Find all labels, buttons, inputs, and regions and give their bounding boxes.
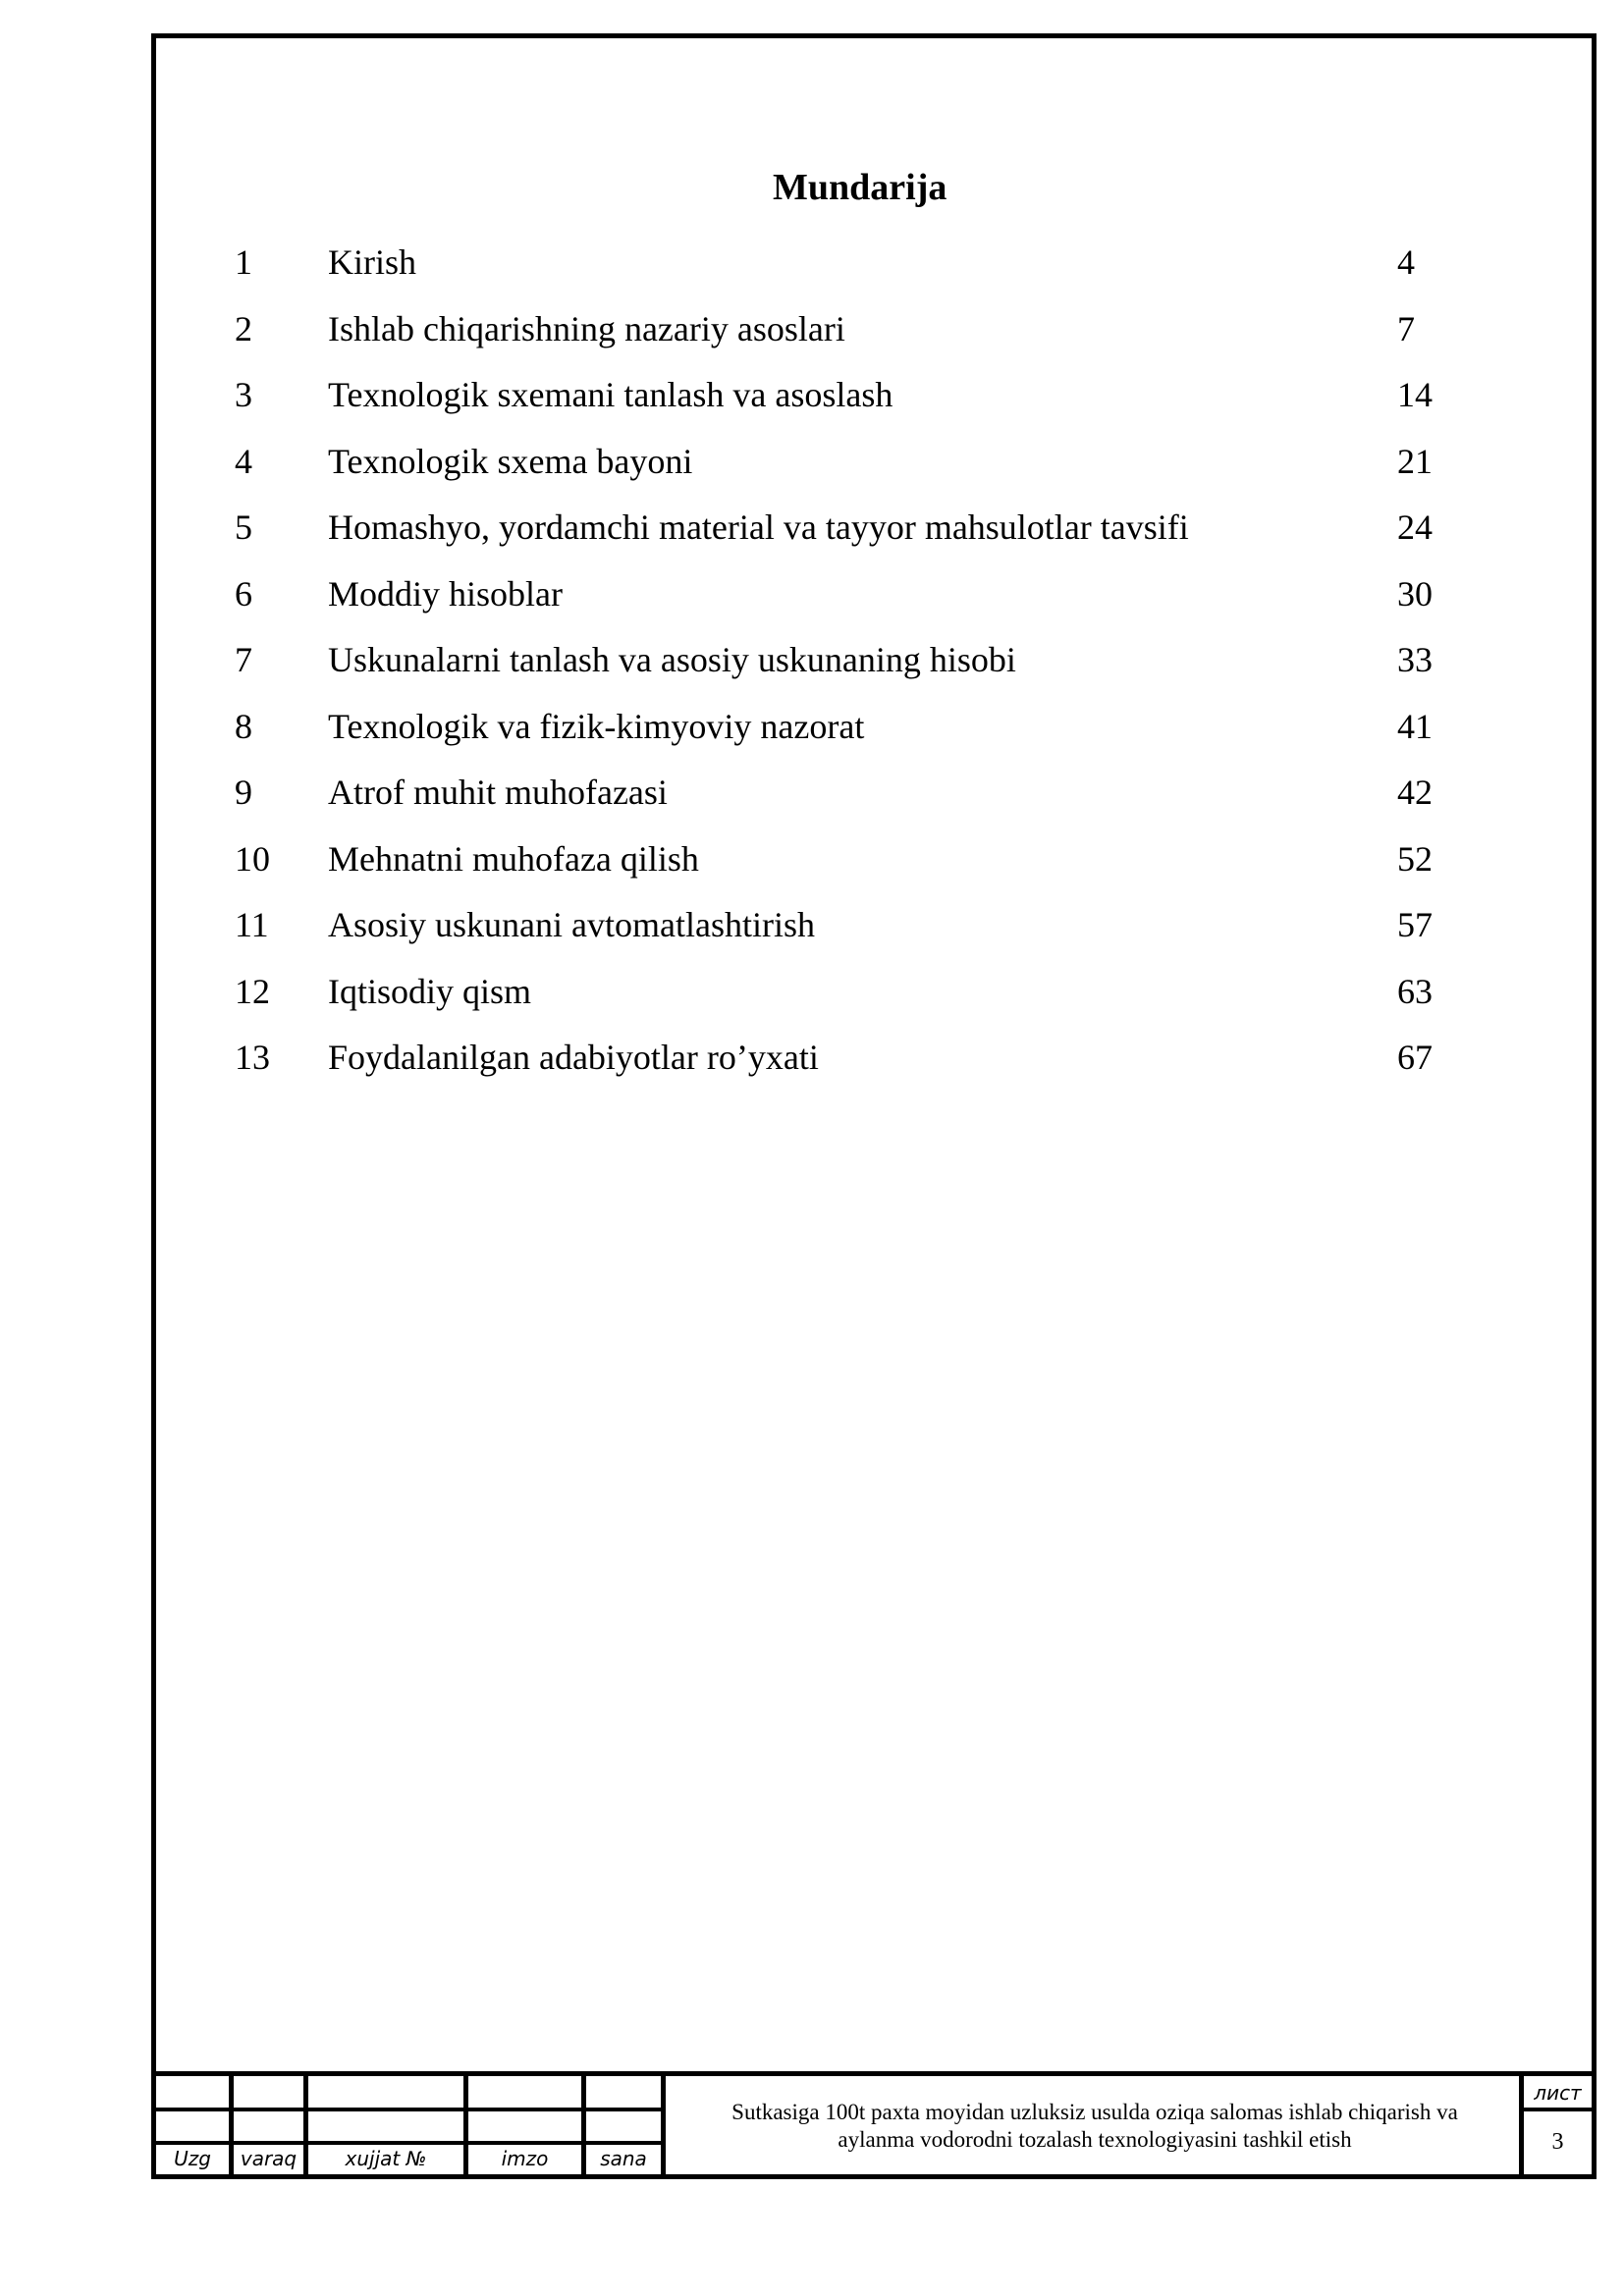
- toc-entry-label: Iqtisodiy qism: [328, 971, 532, 1011]
- toc-entry-page: 67: [1397, 1038, 1433, 1077]
- toc-entry-number: 6: [235, 573, 252, 614]
- toc-title: Mundarija: [773, 167, 947, 208]
- toc-entry-number: 3: [235, 375, 252, 414]
- toc-entry-label: Asosiy uskunani avtomatlashtirish: [328, 905, 815, 944]
- toc-entry-page: 33: [1397, 640, 1433, 679]
- toc-entry-number: 8: [235, 706, 252, 746]
- toc-entry: [235, 627, 1511, 694]
- revision-grid: [156, 2076, 666, 2175]
- sheet-number: 3: [1551, 2129, 1564, 2155]
- toc-entry-number: 2: [235, 308, 252, 348]
- toc-entry-label: Foydalanilgan adabiyotlar ro’yxati: [328, 1038, 819, 1077]
- table-of-contents: [235, 230, 1511, 1092]
- toc-entry-label: Texnologik sxema bayoni: [328, 441, 693, 481]
- toc-entry-page: 7: [1397, 308, 1415, 348]
- title-block-stamp: [156, 2071, 1592, 2175]
- stamp-header-xujjat: xujjat №: [345, 2147, 427, 2170]
- toc-entry-label: Uskunalarni tanlash va asosiy uskunaning hisobi: [328, 640, 1016, 679]
- toc-entry-label: Texnologik sxemani tanlash va asoslash: [328, 375, 893, 414]
- toc-entry-label: Texnologik va fizik-kimyoviy nazorat: [328, 706, 865, 746]
- toc-entry: [235, 362, 1511, 429]
- stamp-header-sana: sana: [600, 2147, 647, 2170]
- toc-entry-label: Moddiy hisoblar: [328, 573, 563, 614]
- sheet-box: [1519, 2076, 1592, 2175]
- toc-entry: [235, 694, 1511, 761]
- toc-entry-number: 4: [235, 441, 252, 481]
- toc-entry: [235, 561, 1511, 628]
- stamp-header-uzg: Uzg: [174, 2147, 211, 2170]
- toc-entry-page: 24: [1397, 507, 1433, 547]
- toc-entry: [235, 495, 1511, 561]
- toc-entry-number: 11: [235, 905, 269, 944]
- toc-entry: [235, 230, 1511, 296]
- toc-heading: [156, 166, 1592, 209]
- toc-entry-label: Ishlab chiqarishning nazariy asoslari: [328, 308, 845, 348]
- page-frame: [151, 33, 1597, 2179]
- toc-entry-label: Kirish: [328, 242, 416, 282]
- toc-entry-page: 52: [1397, 838, 1433, 879]
- toc-entry-number: 10: [235, 838, 270, 879]
- sheet-label: лист: [1524, 2076, 1592, 2111]
- toc-entry: [235, 760, 1511, 827]
- toc-entry: [235, 429, 1511, 496]
- toc-entry-page: 42: [1397, 773, 1433, 812]
- toc-entry-page: 41: [1397, 706, 1433, 746]
- toc-entry-number: 9: [235, 773, 252, 812]
- stamp-header-varaq: varaq: [240, 2147, 298, 2170]
- toc-entry-page: 4: [1397, 242, 1415, 282]
- toc-entry-number: 12: [235, 971, 270, 1011]
- toc-entry-label: Mehnatni muhofaza qilish: [328, 838, 699, 879]
- document-title: Sutkasiga 100t paxta moyidan uzluksiz usulda oziqa salomas ishlab chiqarish va aylanma vodorodni tozalash texnologiyasini tashkil etish: [731, 2099, 1458, 2152]
- toc-entry-label: Homashyo, yordamchi material va tayyor mahsulotlar tavsifi: [328, 507, 1189, 547]
- toc-entry: [235, 959, 1511, 1026]
- grid-line: [661, 2076, 666, 2175]
- toc-entry-number: 13: [235, 1038, 270, 1077]
- toc-entry: [235, 892, 1511, 959]
- toc-entry-page: 30: [1397, 573, 1433, 614]
- toc-entry: [235, 827, 1511, 893]
- toc-entry-page: 21: [1397, 441, 1433, 481]
- toc-entry: [235, 296, 1511, 363]
- toc-entry-number: 5: [235, 507, 252, 547]
- toc-entry-page: 63: [1397, 971, 1433, 1011]
- toc-entry-number: 1: [235, 242, 252, 282]
- toc-entry: [235, 1025, 1511, 1092]
- toc-entry-number: 7: [235, 640, 252, 679]
- stamp-header-imzo: imzo: [501, 2147, 549, 2170]
- toc-entry-page: 57: [1397, 905, 1433, 944]
- toc-entry-label: Atrof muhit muhofazasi: [328, 773, 668, 812]
- toc-entry-page: 14: [1397, 375, 1433, 414]
